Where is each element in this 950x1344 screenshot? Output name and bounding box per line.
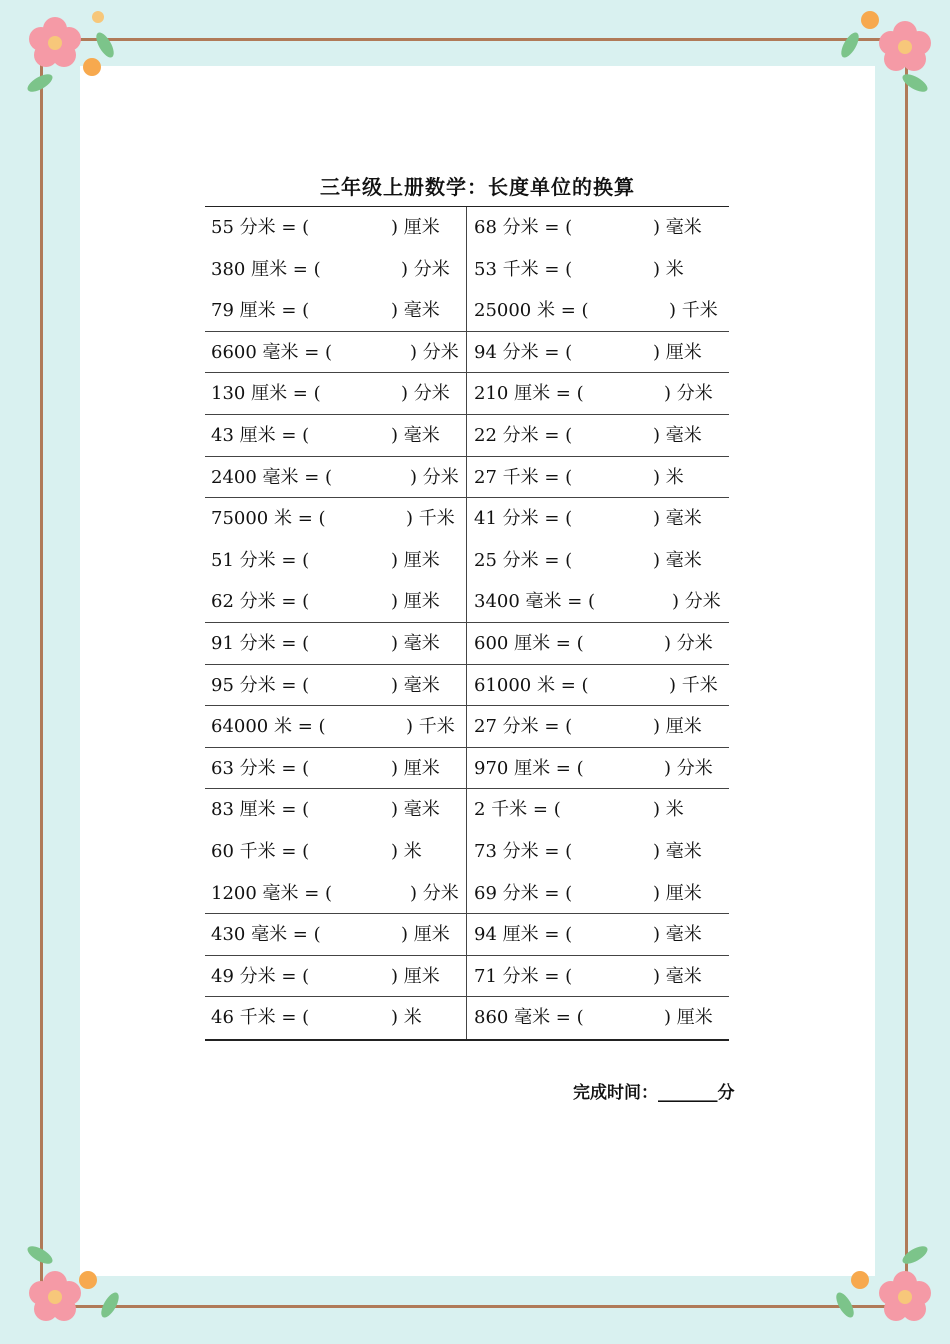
- problem-answer-unit: ) 厘米: [664, 1007, 713, 1029]
- problem-cell-left[interactable]: [205, 665, 467, 706]
- problem-answer-unit: ) 毫米: [653, 549, 702, 571]
- problem-question: 51 分米 = (: [211, 549, 310, 571]
- problem-question: 49 分米 = (: [211, 965, 310, 987]
- completion-time-label: 完成时间：: [573, 1083, 658, 1103]
- problem-answer-unit: ) 千米: [669, 300, 718, 322]
- problem-cell-left[interactable]: [205, 706, 467, 747]
- problem-question: 75000 米 = (: [211, 508, 326, 530]
- problem-question: 3400 毫米 = (: [474, 591, 596, 613]
- conversion-problem-table: [205, 206, 729, 1041]
- completion-time-field: [573, 1078, 735, 1103]
- problem-cell-right[interactable]: [467, 290, 729, 331]
- problem-cell-right[interactable]: [467, 415, 729, 456]
- problem-cell-left[interactable]: [205, 332, 467, 373]
- table-row: [205, 457, 729, 499]
- problem-cell-right[interactable]: [467, 789, 729, 831]
- problem-cell-right[interactable]: [467, 706, 729, 747]
- problem-cell-right[interactable]: [467, 748, 729, 789]
- problem-cell-left[interactable]: [205, 623, 467, 664]
- problem-answer-unit: ) 厘米: [391, 217, 440, 238]
- problem-cell-right[interactable]: [467, 581, 729, 622]
- completion-time-unit: 分: [717, 1083, 735, 1103]
- problem-cell-right[interactable]: [467, 831, 729, 873]
- problem-question: 83 厘米 = (: [211, 799, 310, 821]
- problem-cell-right[interactable]: [467, 207, 729, 249]
- problem-answer-unit: ) 毫米: [391, 674, 440, 696]
- problem-question: 2400 毫米 = (: [211, 466, 333, 488]
- flower-decoration-bottom-right-icon: [835, 1245, 945, 1340]
- problem-answer-unit: ) 厘米: [653, 716, 702, 738]
- table-row: [205, 789, 729, 831]
- problem-answer-unit: ) 分米: [672, 591, 721, 613]
- problem-question: 600 厘米 = (: [474, 632, 584, 654]
- problem-cell-left[interactable]: [205, 831, 467, 873]
- problem-question: 27 分米 = (: [474, 716, 573, 738]
- problem-cell-left[interactable]: [205, 415, 467, 456]
- problem-cell-right[interactable]: [467, 540, 729, 582]
- problem-cell-left[interactable]: [205, 748, 467, 789]
- problem-cell-right[interactable]: [467, 249, 729, 291]
- problem-question: 46 千米 = (: [211, 1007, 310, 1029]
- problem-question: 1200 毫米 = (: [211, 882, 333, 904]
- problem-answer-unit: ) 毫米: [391, 799, 440, 821]
- flower-decoration-top-right-icon: [835, 5, 945, 95]
- worksheet-title: 三年级上册数学：长度单位的换算: [320, 175, 635, 199]
- problem-cell-right[interactable]: [467, 332, 729, 373]
- table-row: [205, 373, 729, 415]
- problem-question: 95 分米 = (: [211, 674, 310, 696]
- problem-question: 61000 米 = (: [474, 674, 589, 696]
- problem-question: 55 分米 = (: [211, 217, 310, 238]
- problem-cell-left[interactable]: [205, 498, 467, 540]
- problem-cell-left[interactable]: [205, 540, 467, 582]
- problem-cell-right[interactable]: [467, 914, 729, 955]
- problem-question: 71 分米 = (: [474, 965, 573, 987]
- problem-answer-unit: ) 厘米: [391, 591, 440, 613]
- problem-answer-unit: ) 厘米: [401, 924, 450, 946]
- table-row: [205, 498, 729, 540]
- table-row: [205, 249, 729, 291]
- table-row: [205, 914, 729, 956]
- table-row: [205, 207, 729, 249]
- problem-answer-unit: ) 分米: [664, 757, 713, 779]
- problem-question: 73 分米 = (: [474, 840, 573, 862]
- problem-answer-unit: ) 分米: [410, 341, 459, 363]
- problem-answer-unit: ) 厘米: [391, 757, 440, 779]
- flower-decoration-top-left-icon: [10, 5, 120, 95]
- problem-answer-unit: ) 分米: [664, 632, 713, 654]
- problem-cell-left[interactable]: [205, 956, 467, 997]
- problem-answer-unit: ) 毫米: [653, 508, 702, 530]
- problem-answer-unit: ) 米: [653, 258, 684, 280]
- problem-answer-unit: ) 厘米: [391, 549, 440, 571]
- problem-answer-unit: ) 米: [653, 466, 684, 488]
- problem-cell-right[interactable]: [467, 457, 729, 498]
- problem-answer-unit: ) 分米: [410, 882, 459, 904]
- problem-cell-left[interactable]: [205, 789, 467, 831]
- problem-cell-right[interactable]: [467, 623, 729, 664]
- problem-answer-unit: ) 毫米: [391, 424, 440, 446]
- problem-question: 25 分米 = (: [474, 549, 573, 571]
- problem-cell-left[interactable]: [205, 914, 467, 955]
- problem-answer-unit: ) 米: [653, 799, 684, 821]
- problem-answer-unit: ) 分米: [410, 466, 459, 488]
- table-row: [205, 290, 729, 332]
- problem-answer-unit: ) 毫米: [653, 924, 702, 946]
- problem-question: 94 厘米 = (: [474, 924, 573, 946]
- problem-cell-left[interactable]: [205, 581, 467, 622]
- problem-answer-unit: ) 毫米: [391, 300, 440, 322]
- table-row: [205, 623, 729, 665]
- completion-time-blank[interactable]: _______: [658, 1083, 718, 1103]
- problem-answer-unit: ) 千米: [406, 716, 455, 738]
- problem-question: 94 分米 = (: [474, 341, 573, 363]
- problem-question: 2 千米 = (: [474, 799, 561, 821]
- problem-answer-unit: ) 分米: [664, 383, 713, 405]
- flower-decoration-bottom-left-icon: [10, 1245, 120, 1340]
- problem-cell-left[interactable]: [205, 997, 467, 1039]
- problem-answer-unit: ) 厘米: [391, 965, 440, 987]
- table-row: [205, 581, 729, 623]
- problem-question: 380 厘米 = (: [211, 258, 321, 280]
- problem-answer-unit: ) 分米: [401, 258, 450, 280]
- problem-answer-unit: ) 毫米: [391, 632, 440, 654]
- table-row: [205, 540, 729, 582]
- problem-question: 53 千米 = (: [474, 258, 573, 280]
- table-row: [205, 956, 729, 998]
- problem-question: 27 千米 = (: [474, 466, 573, 488]
- problem-question: 91 分米 = (: [211, 632, 310, 654]
- problem-cell-right[interactable]: [467, 373, 729, 414]
- problem-answer-unit: ) 厘米: [653, 882, 702, 904]
- problem-question: 970 厘米 = (: [474, 757, 584, 779]
- problem-question: 64000 米 = (: [211, 716, 326, 738]
- problem-question: 60 千米 = (: [211, 840, 310, 862]
- problem-answer-unit: ) 厘米: [653, 341, 702, 363]
- problem-question: 79 厘米 = (: [211, 300, 310, 322]
- problem-cell-right[interactable]: [467, 498, 729, 540]
- problem-question: 210 厘米 = (: [474, 383, 584, 405]
- problem-answer-unit: ) 米: [391, 840, 422, 862]
- table-row: [205, 706, 729, 748]
- problem-question: 430 毫米 = (: [211, 924, 321, 946]
- problem-cell-right[interactable]: [467, 956, 729, 997]
- problem-answer-unit: ) 毫米: [653, 840, 702, 862]
- problem-question: 130 厘米 = (: [211, 383, 321, 405]
- table-row: [205, 873, 729, 915]
- table-row: [205, 997, 729, 1039]
- problem-answer-unit: ) 千米: [669, 674, 718, 696]
- problem-question: 860 毫米 = (: [474, 1007, 584, 1029]
- table-row: [205, 415, 729, 457]
- problem-question: 69 分米 = (: [474, 882, 573, 904]
- problem-question: 41 分米 = (: [474, 508, 573, 530]
- problem-cell-left[interactable]: [205, 207, 467, 249]
- problem-question: 25000 米 = (: [474, 300, 589, 322]
- problem-cell-left[interactable]: [205, 249, 467, 291]
- problem-cell-left[interactable]: [205, 290, 467, 331]
- table-row: [205, 332, 729, 374]
- problem-answer-unit: ) 毫米: [653, 424, 702, 446]
- table-row: [205, 748, 729, 790]
- problem-answer-unit: ) 毫米: [653, 217, 702, 238]
- problem-answer-unit: ) 千米: [406, 508, 455, 530]
- table-row: [205, 665, 729, 707]
- problem-cell-right[interactable]: [467, 665, 729, 706]
- problem-question: 62 分米 = (: [211, 591, 310, 613]
- problem-cell-left[interactable]: [205, 873, 467, 914]
- problem-answer-unit: ) 毫米: [653, 965, 702, 987]
- problem-cell-right[interactable]: [467, 873, 729, 914]
- problem-question: 22 分米 = (: [474, 424, 573, 446]
- problem-question: 43 厘米 = (: [211, 424, 310, 446]
- problem-question: 68 分米 = (: [474, 217, 573, 238]
- problem-question: 63 分米 = (: [211, 757, 310, 779]
- problem-answer-unit: ) 分米: [401, 383, 450, 405]
- problem-cell-right[interactable]: [467, 997, 729, 1039]
- problem-cell-left[interactable]: [205, 373, 467, 414]
- problem-cell-left[interactable]: [205, 457, 467, 498]
- problem-question: 6600 毫米 = (: [211, 341, 333, 363]
- problem-answer-unit: ) 米: [391, 1007, 422, 1029]
- table-row: [205, 831, 729, 873]
